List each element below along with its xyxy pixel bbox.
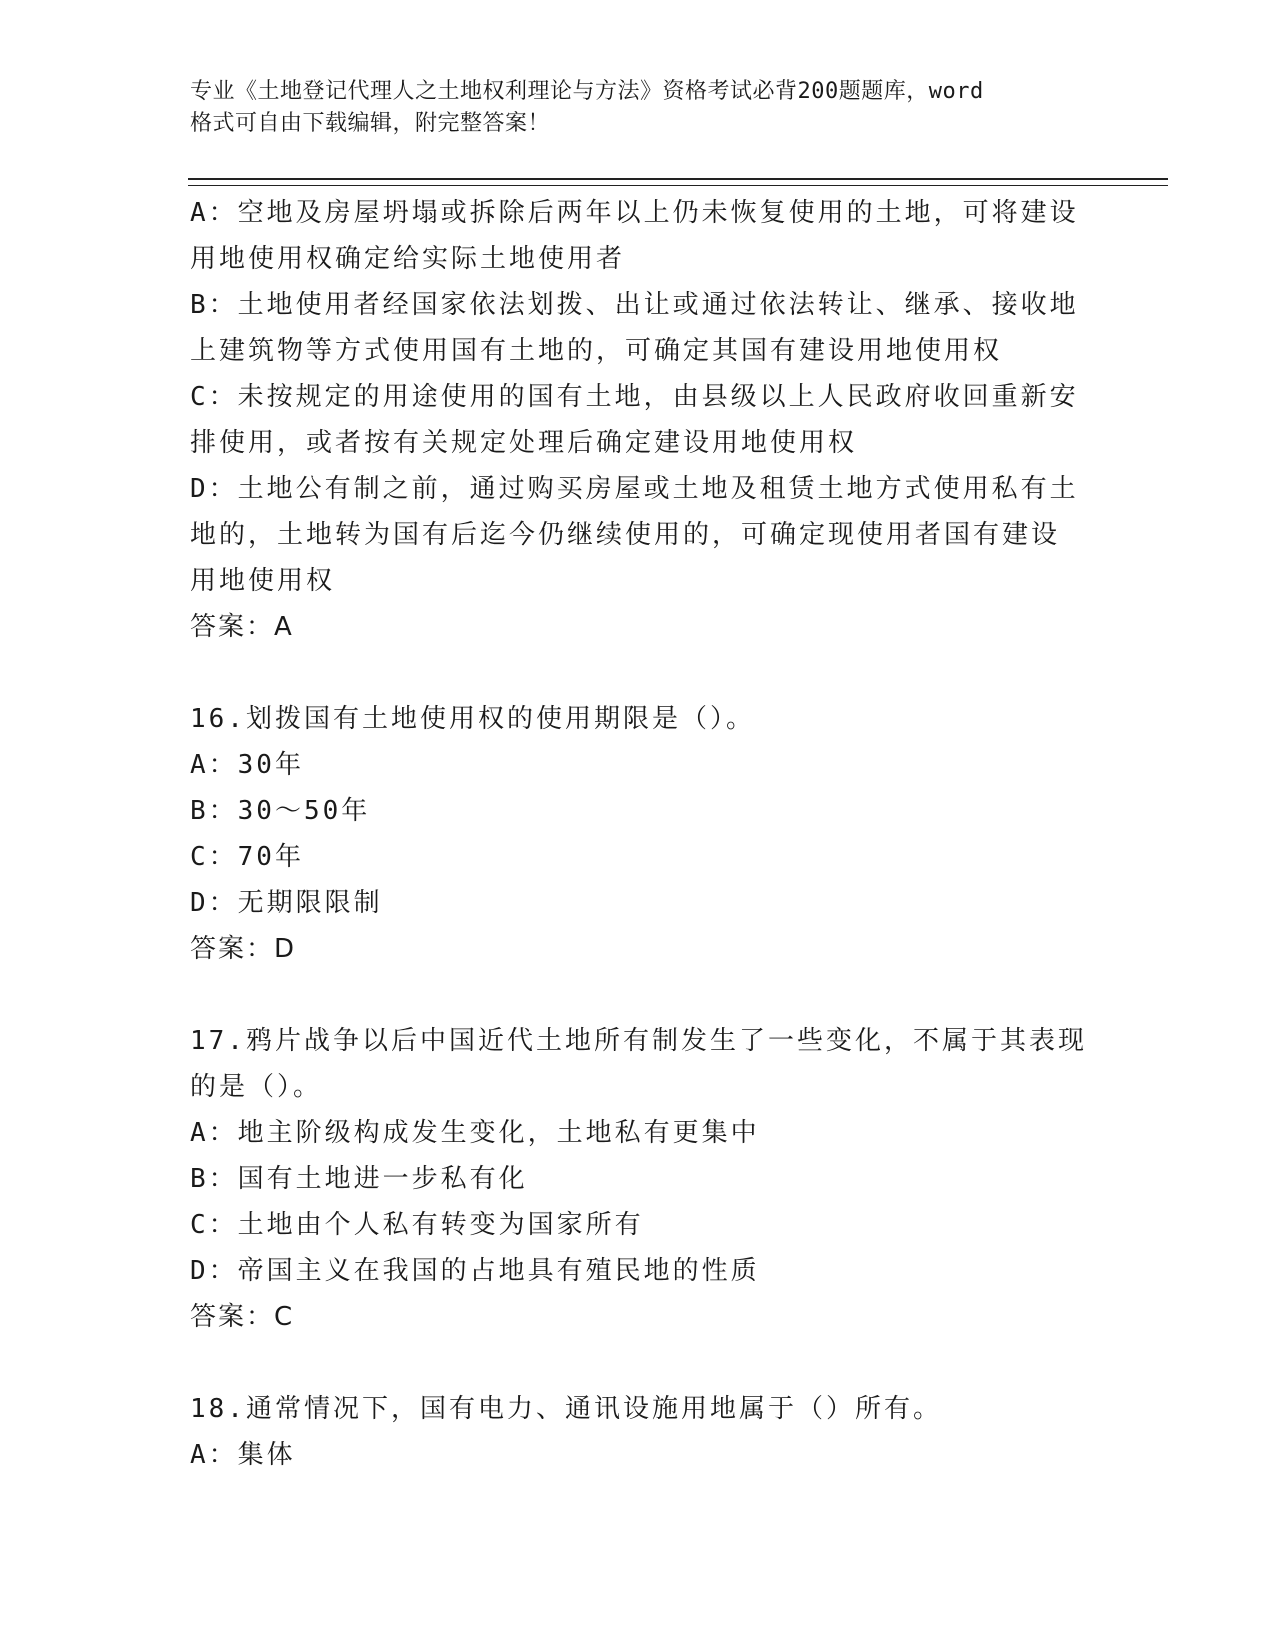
option-c: C：土地由个人私有转变为国家所有	[190, 1210, 644, 1240]
answer-label: 答案：A	[190, 612, 294, 642]
document-header	[190, 76, 1090, 140]
option-a: A：30年	[190, 750, 304, 780]
option-d: D：无期限限制	[190, 888, 383, 918]
question-18-block	[190, 1386, 1090, 1478]
spacer	[190, 972, 1090, 1018]
option-c: C：70年	[190, 842, 304, 872]
option-b-line-1: B：土地使用者经国家依法划拨、出让或通过依法转让、继承、接收地	[190, 290, 1079, 320]
option-b: B：国有土地进一步私有化	[190, 1164, 528, 1194]
option-a-line-2: 用地使用权确定给实际土地使用者	[190, 244, 626, 274]
question-16-block	[190, 696, 1090, 972]
question-text: 18.通常情况下，国有电力、通讯设施用地属于（）所有。	[190, 1394, 942, 1424]
option-a-line-1: A：空地及房屋坍塌或拆除后两年以上仍未恢复使用的土地，可将建设	[190, 198, 1079, 228]
header-title-line-1: 专业《土地登记代理人之土地权利理论与方法》资格考试必背200题题库，word	[190, 79, 984, 104]
option-d: D：帝国主义在我国的占地具有殖民地的性质	[190, 1256, 760, 1286]
option-b: B：30～50年	[190, 796, 371, 826]
question-text: 16.划拨国有土地使用权的使用期限是（）。	[190, 704, 755, 734]
question-list	[190, 190, 1090, 1478]
option-c-line-2: 排使用，或者按有关规定处理后确定建设用地使用权	[190, 428, 858, 458]
header-divider	[188, 178, 1168, 186]
question-text-line-1: 17.鸦片战争以后中国近代土地所有制发生了一些变化，不属于其表现	[190, 1026, 1087, 1056]
question-15-block	[190, 190, 1090, 650]
option-d-line-2: 地的，土地转为国有后迄今仍继续使用的，可确定现使用者国有建设	[190, 520, 1061, 550]
question-17-block	[190, 1018, 1090, 1340]
option-a: A：集体	[190, 1440, 296, 1470]
spacer	[190, 1340, 1090, 1386]
option-a: A：地主阶级构成发生变化，土地私有更集中	[190, 1118, 760, 1148]
answer-label: 答案：D	[190, 934, 297, 964]
option-d-line-3: 用地使用权	[190, 566, 336, 596]
option-b-line-2: 上建筑物等方式使用国有土地的，可确定其国有建设用地使用权	[190, 336, 1003, 366]
option-c-line-1: C：未按规定的用途使用的国有土地，由县级以上人民政府收回重新安	[190, 382, 1079, 412]
question-text-line-2: 的是（）。	[190, 1072, 323, 1102]
answer-label: 答案：C	[190, 1302, 295, 1332]
header-title-line-2: 格式可自由下载编辑，附完整答案！	[190, 111, 551, 136]
spacer	[190, 650, 1090, 696]
option-d-line-1: D：土地公有制之前，通过购买房屋或土地及租赁土地方式使用私有土	[190, 474, 1079, 504]
